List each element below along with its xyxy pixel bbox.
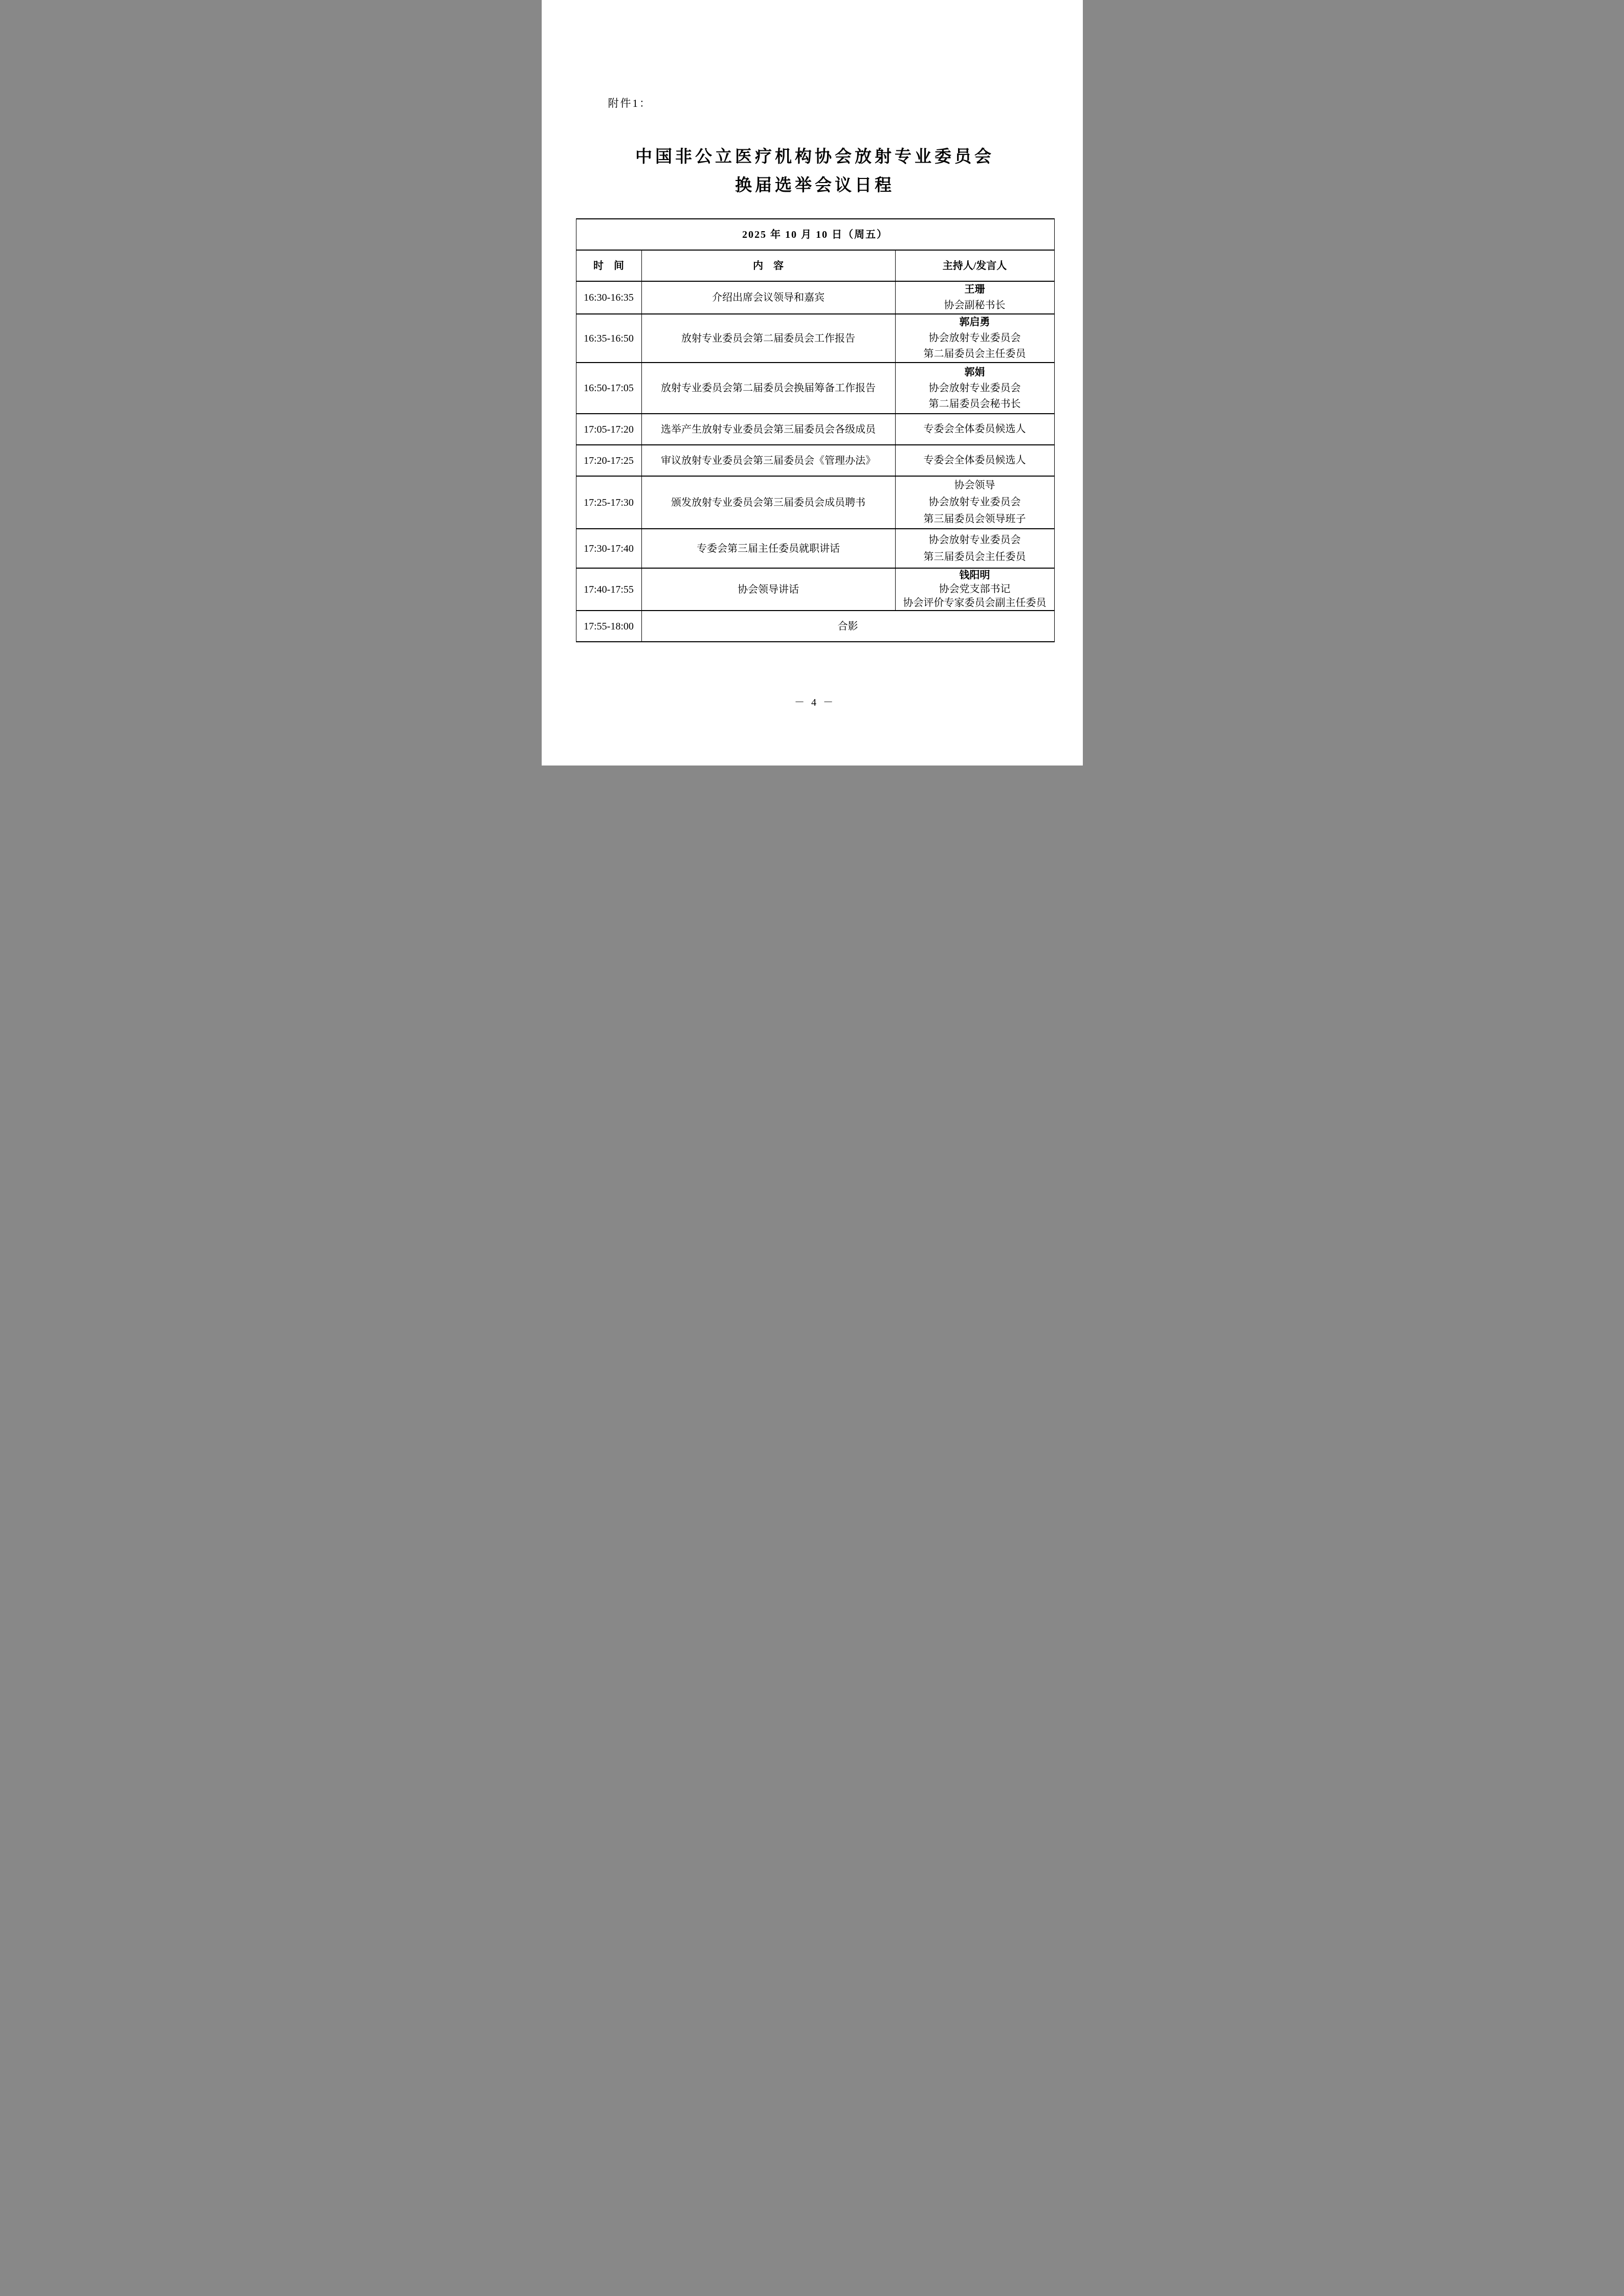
speaker-line: 第三届委员会主任委员 (923, 551, 1026, 562)
speaker-line: 第二届委员会主任委员 (923, 348, 1026, 359)
content-cell: 审议放射专业委员会第三届委员会《管理办法》 (641, 445, 895, 476)
document-title-line1: 中国非公立医疗机构协会放射专业委员会 (635, 148, 994, 166)
column-header-row (576, 250, 1054, 281)
time-cell: 17:55-18:00 (576, 611, 641, 642)
time-cell: 17:30-17:40 (576, 529, 641, 568)
document-title (576, 143, 1054, 200)
speaker-name: 王珊 (964, 284, 985, 295)
content-cell: 协会领导讲话 (641, 568, 895, 611)
schedule-row (576, 611, 1054, 642)
speaker-line: 第三届委员会领导班子 (923, 513, 1026, 525)
speaker-cell (895, 445, 1054, 476)
time-cell: 17:40-17:55 (576, 568, 641, 611)
speaker-cell (895, 568, 1054, 611)
date-header-cell: 2025 年 10 月 10 日（周五） (576, 219, 1054, 250)
schedule-row (576, 363, 1054, 414)
speaker-line: 协会放射专业委员会 (928, 382, 1021, 394)
content-cell: 颁发放射专业委员会第三届委员会成员聘书 (641, 476, 895, 529)
time-cell: 17:25-17:30 (576, 476, 641, 529)
time-cell: 17:05-17:20 (576, 414, 641, 445)
attachment-label: 附件1： (608, 97, 652, 109)
document-page (542, 0, 1083, 766)
content-cell: 选举产生放射专业委员会第三届委员会各级成员 (641, 414, 895, 445)
speaker-line: 协会领导 (954, 480, 995, 491)
speaker-line: 专委会全体委员候选人 (923, 423, 1026, 435)
schedule-table (576, 218, 1055, 642)
speaker-cell (895, 314, 1054, 363)
speaker-line: 专委会全体委员候选人 (923, 455, 1026, 466)
content-cell: 放射专业委员会第二届委员会工作报告 (641, 314, 895, 363)
time-cell: 16:35-16:50 (576, 314, 641, 363)
content-cell-merged: 合影 (641, 611, 1054, 642)
speaker-cell (895, 476, 1054, 529)
speaker-line: 协会党支部书记 (939, 583, 1011, 595)
schedule-row (576, 568, 1054, 611)
column-header-time: 时 间 (576, 250, 641, 281)
speaker-cell (895, 281, 1054, 314)
content-cell: 专委会第三届主任委员就职讲话 (641, 529, 895, 568)
speaker-cell (895, 414, 1054, 445)
speaker-name: 郭娟 (964, 366, 985, 378)
speaker-cell (895, 363, 1054, 414)
time-cell: 16:30-16:35 (576, 281, 641, 314)
content-cell: 放射专业委员会第二届委员会换届筹备工作报告 (641, 363, 895, 414)
time-cell: 16:50-17:05 (576, 363, 641, 414)
speaker-name: 钱阳明 (959, 570, 990, 581)
speaker-line: 协会副秘书长 (944, 300, 1006, 311)
speaker-line: 第二届委员会秘书长 (928, 398, 1021, 410)
schedule-row (576, 476, 1054, 529)
speaker-line: 协会放射专业委员会 (928, 497, 1021, 508)
speaker-line: 协会评价专家委员会副主任委员 (903, 597, 1047, 609)
column-header-content: 内 容 (641, 250, 895, 281)
document-title-line2: 换届选举会议日程 (735, 176, 895, 195)
schedule-row (576, 414, 1054, 445)
date-header-row (576, 219, 1054, 250)
speaker-line: 协会放射专业委员会 (928, 534, 1021, 546)
schedule-row (576, 281, 1054, 314)
schedule-row (576, 529, 1054, 568)
schedule-row (576, 445, 1054, 476)
schedule-row (576, 314, 1054, 363)
speaker-line: 协会放射专业委员会 (928, 332, 1021, 344)
speaker-cell (895, 529, 1054, 568)
content-cell: 介绍出席会议领导和嘉宾 (641, 281, 895, 314)
page-number: － 4 － (794, 697, 835, 708)
column-header-speaker: 主持人/发言人 (895, 250, 1054, 281)
time-cell: 17:20-17:25 (576, 445, 641, 476)
speaker-name: 郭启勇 (959, 317, 990, 328)
